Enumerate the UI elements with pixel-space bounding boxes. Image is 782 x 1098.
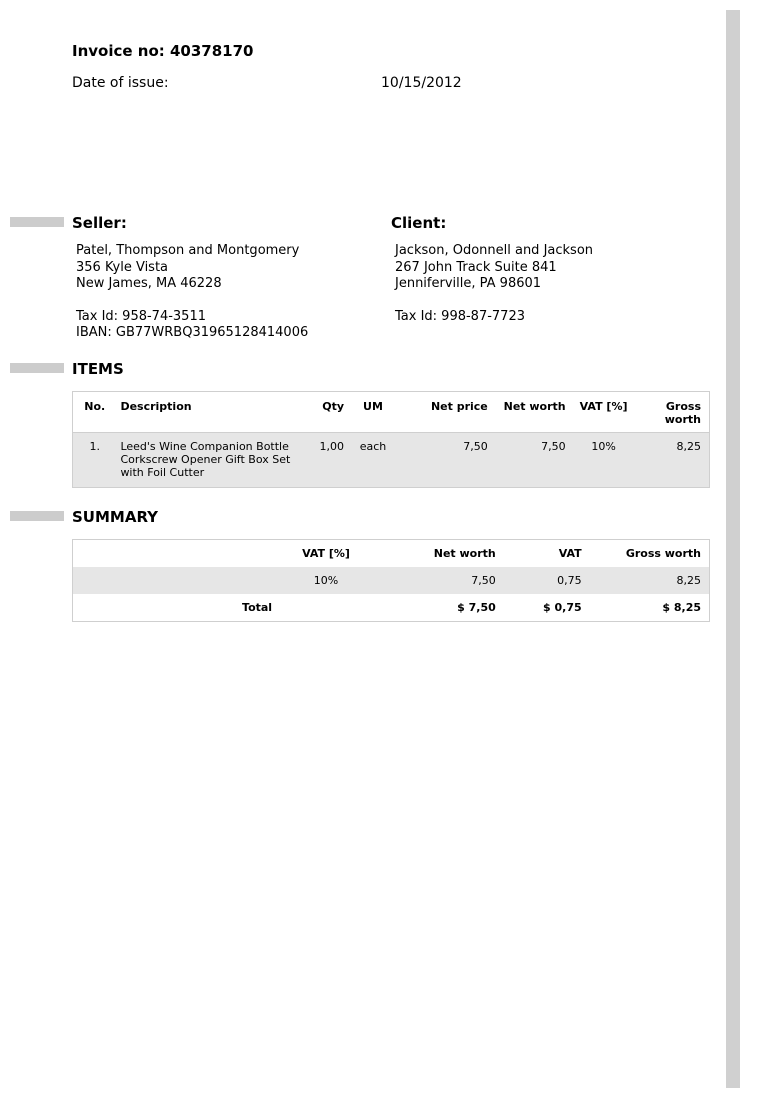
client-name: Jackson, Odonnell and Jackson xyxy=(395,243,594,258)
table-row xyxy=(73,567,710,594)
summary-header-vat-rate: VAT [%] xyxy=(302,547,350,560)
items-section-marker xyxy=(10,363,64,373)
item-vat: 10% xyxy=(570,433,638,488)
column-header-net-price: Net price xyxy=(398,392,492,433)
seller-details xyxy=(76,243,308,342)
summary-vat: 0,75 xyxy=(504,567,590,594)
summary-total-row xyxy=(73,594,710,622)
items-header-row xyxy=(73,392,710,433)
seller-name: Patel, Thompson and Montgomery xyxy=(76,243,300,258)
client-heading: Client: xyxy=(391,214,447,232)
summary-net-worth: 7,50 xyxy=(372,567,504,594)
items-table xyxy=(72,391,710,488)
seller-tax-id: Tax Id: 958-74-3511 xyxy=(76,308,206,324)
seller-city: New James, MA 46228 xyxy=(76,276,222,291)
column-header-net-worth: Net worth xyxy=(492,392,570,433)
client-street: 267 John Track Suite 841 xyxy=(395,259,557,275)
summary-header-empty xyxy=(73,540,281,568)
summary-total-label: Total xyxy=(242,601,273,614)
summary-heading: SUMMARY xyxy=(72,508,159,526)
item-description: Leed's Wine Companion Bottle Corkscrew Opener Gift Box Set with Foil Cutter xyxy=(116,433,312,488)
seller-street: 356 Kyle Vista xyxy=(76,259,169,275)
page-side-bar xyxy=(726,10,740,1088)
column-header-vat: VAT [%] xyxy=(570,392,638,433)
summary-section-marker xyxy=(10,511,64,521)
summary-total-net-worth: $ 7,50 xyxy=(457,601,496,614)
spacer xyxy=(395,293,593,309)
client-tax-id: Tax Id: 998-87-7723 xyxy=(395,308,525,324)
seller-section-marker xyxy=(10,217,64,227)
items-heading: ITEMS xyxy=(72,360,124,378)
summary-header-vat: VAT xyxy=(558,547,582,560)
table-row xyxy=(73,433,710,488)
summary-total-gross-worth: $ 8,25 xyxy=(662,601,701,614)
summary-header-gross-worth: Gross worth xyxy=(625,547,701,560)
item-um: each xyxy=(348,433,398,488)
column-header-description: Description xyxy=(116,392,312,433)
item-net-worth: 7,50 xyxy=(492,433,570,488)
invoice-title: Invoice no: 40378170 xyxy=(72,42,254,60)
gross-worth-header-text: Gross worth xyxy=(664,400,701,426)
summary-vat-rate: 10% xyxy=(280,567,372,594)
summary-total-empty xyxy=(280,594,372,622)
column-header-gross-worth xyxy=(638,392,710,433)
spacer xyxy=(76,293,308,309)
summary-header-net-worth: Net worth xyxy=(433,547,496,560)
date-of-issue-label: Date of issue: xyxy=(72,75,169,91)
item-qty: 1,00 xyxy=(312,433,348,488)
seller-heading: Seller: xyxy=(72,214,127,232)
item-no: 1. xyxy=(73,433,117,488)
column-header-qty: Qty xyxy=(312,392,348,433)
summary-row-empty xyxy=(73,567,281,594)
date-of-issue-value: 10/15/2012 xyxy=(381,75,462,91)
summary-total-vat: $ 0,75 xyxy=(543,601,582,614)
client-city: Jenniferville, PA 98601 xyxy=(395,276,542,291)
item-gross-worth: 8,25 xyxy=(638,433,710,488)
column-header-no: No. xyxy=(73,392,117,433)
item-net-price: 7,50 xyxy=(398,433,492,488)
client-details xyxy=(395,243,593,325)
summary-gross-worth: 8,25 xyxy=(590,567,710,594)
summary-table xyxy=(72,539,710,622)
seller-iban: IBAN: GB77WRBQ31965128414006 xyxy=(76,325,309,340)
summary-header-row xyxy=(73,540,710,568)
column-header-um: UM xyxy=(348,392,398,433)
